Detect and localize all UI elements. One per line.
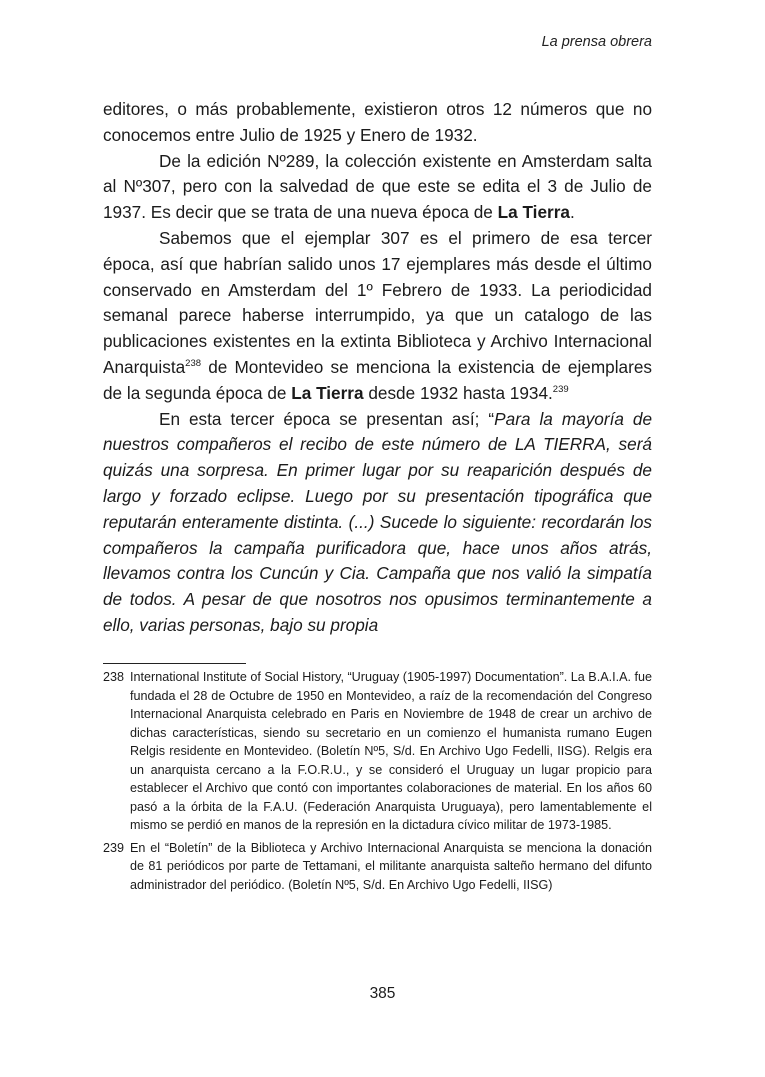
footnote-number: 238 xyxy=(103,670,125,684)
paragraph-4-text-a: En esta tercer época se presentan así; “ xyxy=(159,408,495,429)
paragraph-3-text-a: Sabemos que el ejemplar 307 es el primero de esa tercer época, así que habrían salido unos 17 ejemplares más desde el último conservado en Amsterdam del 1º Febrero de 1933. La periodicidad semanal parece haberse interrumpido, ya que un catalogo de las publicaciones existentes en la extinta Biblioteca y Archivo Internacional Anarquista xyxy=(103,227,652,377)
paragraph-3-text-b: de Montevideo se menciona la existencia de ejemplares de la segunda época de xyxy=(103,356,652,403)
page-number: 385 xyxy=(369,985,396,1002)
footnote-number: 239 xyxy=(103,840,125,855)
running-header: La prensa obrera xyxy=(541,34,652,50)
footnotes xyxy=(103,668,652,898)
footnote-239 xyxy=(103,839,652,895)
quotation: Para la mayoría de nuestros compañeros el recibo de este número de LA TIERRA, será quizás una sorpresa. En primer lugar por su reaparición después de largo y forzado eclipse. Luego por su presentación tipográfica que reputarán enteramente distinta. (...) Sucede lo siguiente: recordarán los compañeros la campaña purificadora que, hace unos años atrás, llevamos contra los Cuncún y Cia. Campaña que nos valió la simpatía de todos. A pesar de que nosotros nos opusimos terminantemente a ello, varias personas, bajo su propia xyxy=(103,408,652,635)
paragraph-2 xyxy=(103,149,652,226)
footnote-text: En el “Boletín” de la Biblioteca y Archivo Internacional Anarquista se menciona la donación de 81 periódicos por parte de Tettamani, el militante anarquista salteño hermano del difunto administrador del periódico. (Boletín Nº5, S/d. En Archivo Ugo Fedelli, IISG) xyxy=(130,840,652,892)
newspaper-title: La Tierra xyxy=(497,202,570,223)
paragraph-3-text-c: desde 1932 hasta 1934. xyxy=(363,382,553,403)
footnote-238 xyxy=(103,668,652,835)
paragraph-1: editores, o más probablemente, existieron otros 12 números que no conocemos entre Julio de 1925 y Enero de 1932. xyxy=(103,99,652,145)
main-text xyxy=(103,97,652,639)
footnote-text: International Institute of Social History, “Uruguay (1905-1997) Documentation”. La B.A.I.A. fue fundada el 28 de Octubre de 1950 en Montevideo, a raíz de la recomendación del Congreso Internacional Anarquista celebrado en Paris en Noviembre de 1948 de crear un archivo de dichas características, siendo su secretario en un comienzo el humanista rumano Eugen Relgis residente en Montevideo. (Boletín Nº5, S/d. En Archivo Ugo Fedelli, IISG). Relgis era un anarquista cercano a la F.O.R.U., y se consideró el Uruguay un lugar propicio para establecer el Archivo que contó con importantes colaboraciones de material. En los años 60 pasó a la órbita de la F.A.U. (Federación Anarquista Uruguaya), pero lamentablemente el mismo se perdió en manos de la represión en la dictadura cívico militar de 1973-1985. xyxy=(130,670,652,832)
paragraph-3 xyxy=(103,226,652,407)
footnote-ref-238: 238 xyxy=(185,357,202,369)
footnote-ref-239: 239 xyxy=(552,383,569,395)
paragraph-4 xyxy=(103,407,652,639)
newspaper-title: La Tierra xyxy=(291,382,364,403)
paragraph-2-text-a: De la edición Nº289, la colección existente en Amsterdam salta al Nº307, pero con la salvedad de que este se edita el 3 de Julio de 1937. Es decir que se trata de una nueva época de xyxy=(103,150,652,223)
paragraph-2-text-b: . xyxy=(569,202,575,223)
footnote-separator xyxy=(103,663,246,664)
